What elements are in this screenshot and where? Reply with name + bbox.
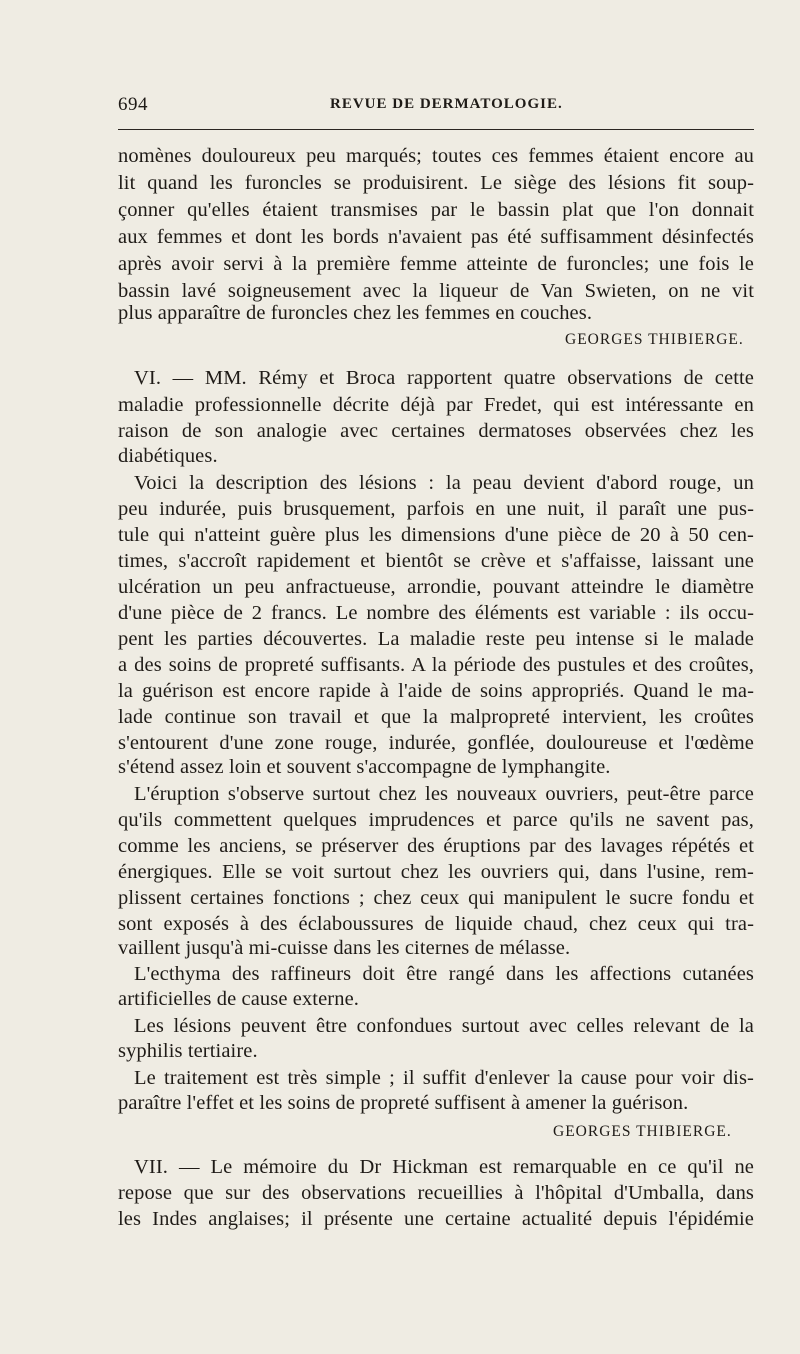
text-line: après avoir servi à la première femme atteinte de furoncles; une fois le [118, 253, 754, 275]
text-line: aux femmes et dont les bords n'avaient pas été suffisamment désinfectés [118, 226, 754, 248]
text-line: énergiques. Elle se voit surtout chez les ouvriers qui, dans l'usine, rem- [118, 861, 754, 883]
text-line: raison de son analogie avec certaines dermatoses observées chez les [118, 420, 754, 442]
text-line: nomènes douloureux peu marqués; toutes ces femmes étaient encore au [118, 145, 754, 167]
text-line: comme les anciens, se préserver des éruptions par des lavages répétés et [118, 835, 754, 857]
text-line: diabétiques. [118, 445, 218, 467]
text-line: maladie professionnelle décrite déjà par Fredet, qui est intéressante en [118, 394, 754, 416]
text-line: Le traitement est très simple ; il suffit d'enlever la cause pour voir dis- [134, 1067, 754, 1089]
text-line: lit quand les furoncles se produisirent. Le siège des lésions fit soup- [118, 172, 754, 194]
author-signature: GEORGES THIBIERGE. [553, 1123, 732, 1140]
text-line: peu indurée, puis brusquement, parfois en une nuit, il paraît une pus- [118, 498, 754, 520]
text-line: vaillent jusqu'à mi-cuisse dans les citernes de mélasse. [118, 937, 571, 959]
text-line: repose que sur des observations recueillies à l'hôpital d'Umballa, dans [118, 1182, 754, 1204]
text-line: Les lésions peuvent être confondues surtout avec celles relevant de la [134, 1015, 754, 1037]
header-rule [118, 129, 754, 130]
text-line: syphilis tertiaire. [118, 1040, 258, 1062]
text-line: VII. — Le mémoire du Dr Hickman est remarquable en ce qu'il ne [134, 1156, 754, 1178]
text-line: Voici la description des lésions : la peau devient d'abord rouge, un [134, 472, 754, 494]
text-line: çonner qu'elles étaient transmises par le bassin plat que l'on donnait [118, 199, 754, 221]
text-line: VI. — MM. Rémy et Broca rapportent quatre observations de cette [134, 367, 754, 389]
text-line: pent les parties découvertes. La maladie reste peu intense si le malade [118, 628, 754, 650]
text-line: bassin lavé soigneusement avec la liqueur de Van Swieten, on ne vit [118, 280, 754, 302]
text-line: les Indes anglaises; il présente une certaine actualité depuis l'épidémie [118, 1208, 754, 1230]
page-header [118, 94, 754, 118]
text-line: artificielles de cause externe. [118, 988, 359, 1010]
text-line: s'entourent d'une zone rouge, indurée, gonflée, douloureuse et l'œdème [118, 732, 754, 754]
running-title: REVUE DE DERMATOLOGIE. [330, 96, 563, 112]
text-line: L'éruption s'observe surtout chez les nouveaux ouvriers, peut-être parce [134, 783, 754, 805]
page-number: 694 [118, 94, 148, 115]
text-line: tule qui n'atteint guère plus les dimensions d'une pièce de 20 à 50 cen- [118, 524, 754, 546]
text-line: qu'ils commettent quelques imprudences et parce qu'ils ne savent pas, [118, 809, 754, 831]
text-line: times, s'accroît rapidement et bientôt se crève et s'affaisse, laissant une [118, 550, 754, 572]
author-signature: GEORGES THIBIERGE. [565, 331, 744, 348]
text-line: sont exposés à des éclaboussures de liquide chaud, chez ceux qui tra- [118, 913, 754, 935]
text-line: plus apparaître de furoncles chez les femmes en couches. [118, 302, 593, 324]
text-line: a des soins de propreté suffisants. A la période des pustules et des croûtes, [118, 654, 754, 676]
text-line: ulcération un peu anfractueuse, arrondie, pouvant atteindre le diamètre [118, 576, 754, 598]
text-line: s'étend assez loin et souvent s'accompagne de lymphangite. [118, 756, 611, 778]
text-line: plissent certaines fonctions ; chez ceux qui manipulent le sucre fondu et [118, 887, 754, 909]
text-line: L'ecthyma des raffineurs doit être rangé dans les affections cutanées [134, 963, 754, 985]
text-line: lade continue son travail et que la malpropreté intervient, les croûtes [118, 706, 754, 728]
text-line: la guérison est encore rapide à l'aide de soins appropriés. Quand le ma- [118, 680, 754, 702]
text-line: paraître l'effet et les soins de propreté suffisent à amener la guérison. [118, 1092, 689, 1114]
text-line: d'une pièce de 2 francs. Le nombre des éléments est variable : ils occu- [118, 602, 754, 624]
